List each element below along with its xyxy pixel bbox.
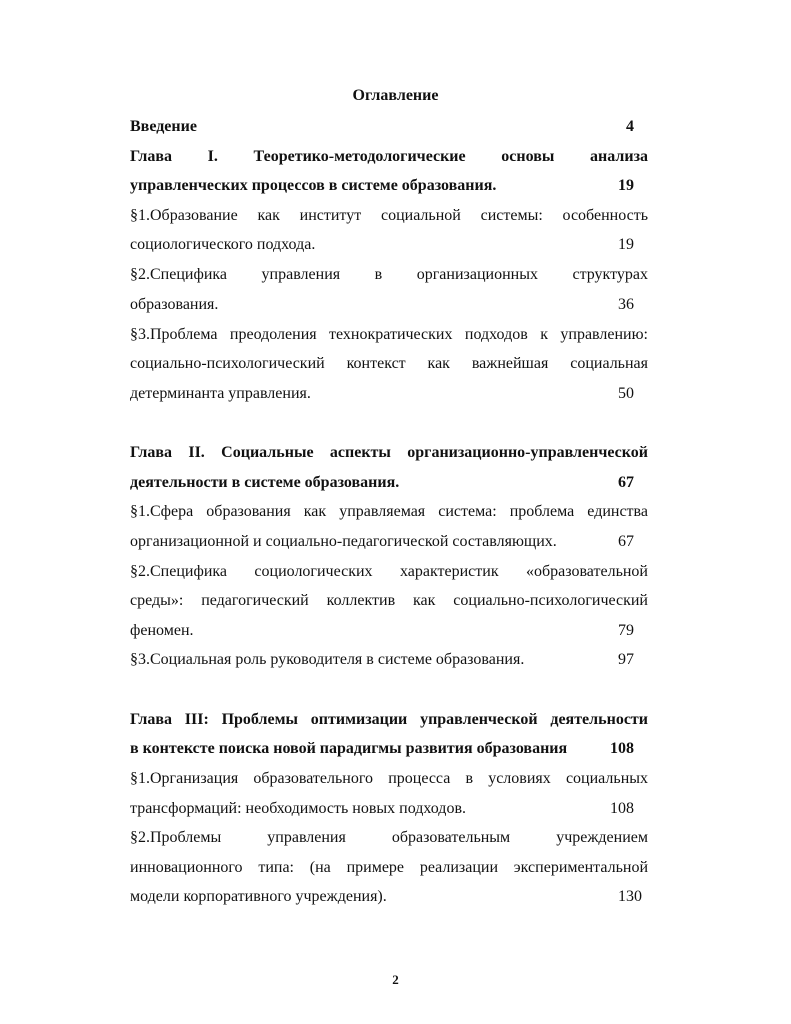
- toc-entry-label: Введение: [130, 118, 197, 135]
- page-number: 2: [392, 972, 399, 987]
- toc-page-number: 67: [618, 533, 634, 550]
- toc-section-1-1-end: [130, 235, 648, 255]
- toc-entry-label: феномен.: [130, 622, 194, 639]
- toc-title: Оглавление: [352, 87, 439, 104]
- toc-entry-label: образования.: [130, 296, 219, 313]
- toc-page-number: 19: [618, 177, 634, 194]
- toc-entry-label: §3.Социальная роль руководителя в системе образования.: [130, 651, 525, 668]
- toc-section-2-2-end: [130, 621, 648, 641]
- toc-entry-label: в контексте поиска новой парадигмы развития образования: [130, 740, 568, 757]
- toc-section-1-2: §2.Специфика управления в организационных структурах: [130, 266, 648, 283]
- toc-page-number: 19: [618, 236, 634, 253]
- toc-entry-label: модели корпоративного учреждения).: [130, 888, 387, 905]
- toc-section-1-3: §3.Проблема преодоления технократических подходов к управлению:: [130, 326, 648, 343]
- toc-entry-label: организационной и социально-педагогической составляющих.: [130, 533, 557, 550]
- toc-chapter-1-heading: Глава I. Теоретико-методологические основы анализа: [130, 148, 648, 165]
- toc-section-1-3-cont: социально-психологический контекст как важнейшая социальная: [130, 355, 648, 372]
- toc-section-3-2: §2.Проблемы управления образовательным учреждением: [130, 829, 648, 846]
- toc-page-number: 4: [626, 118, 634, 135]
- toc-page-number: 108: [610, 740, 634, 757]
- toc-section-1-1: §1.Образование как институт социальной системы: особенность: [130, 207, 648, 224]
- toc-page-number: 67: [618, 474, 634, 491]
- toc-entry-intro: [130, 117, 648, 137]
- toc-section-3-2-end: [130, 887, 648, 907]
- toc-page-number: 130: [618, 888, 642, 905]
- toc-chapter-2-heading: Глава II. Социальные аспекты организационно-управленческой: [130, 444, 648, 461]
- toc-page-number: 97: [618, 651, 634, 668]
- toc-entry-label: трансформаций: необходимость новых подходов.: [130, 800, 466, 817]
- toc-entry-label: детерминанта управления.: [130, 385, 311, 402]
- toc-section-2-1: §1.Сфера образования как управляемая система: проблема единства: [130, 503, 648, 520]
- toc-chapter-2-heading-end: [130, 473, 648, 493]
- toc-section-3-2-cont: инновационного типа: (на примере реализации экспериментальной: [130, 859, 648, 876]
- toc-chapter-1-heading-end: [130, 176, 648, 196]
- toc-page-number: 36: [618, 296, 634, 313]
- toc-chapter-3-heading-end: [130, 739, 648, 759]
- toc-section-3-1-end: [130, 799, 648, 819]
- toc-section-2-2: §2.Специфика социологических характеристик «образовательной: [130, 563, 648, 580]
- toc-entry-label: социологического подхода.: [130, 236, 316, 253]
- toc-page-number: 79: [618, 622, 634, 639]
- toc-chapter-3-heading: Глава III: Проблемы оптимизации управленческой деятельности: [130, 711, 648, 728]
- toc-section-2-1-end: [130, 532, 648, 552]
- toc-section-3-1: §1.Организация образовательного процесса в условиях социальных: [130, 770, 648, 787]
- toc-section-2-2-cont: среды»: педагогический коллектив как социально-психологический: [130, 592, 648, 609]
- toc-entry-label: управленческих процессов в системе образования.: [130, 177, 497, 194]
- toc-section-1-3-end: [130, 384, 648, 404]
- toc-page-number: 108: [610, 800, 634, 817]
- toc-entry-label: деятельности в системе образования.: [130, 474, 400, 491]
- toc-section-1-2-end: [130, 295, 648, 315]
- toc-page-number: 50: [618, 385, 634, 402]
- toc-section-2-3: [130, 650, 648, 670]
